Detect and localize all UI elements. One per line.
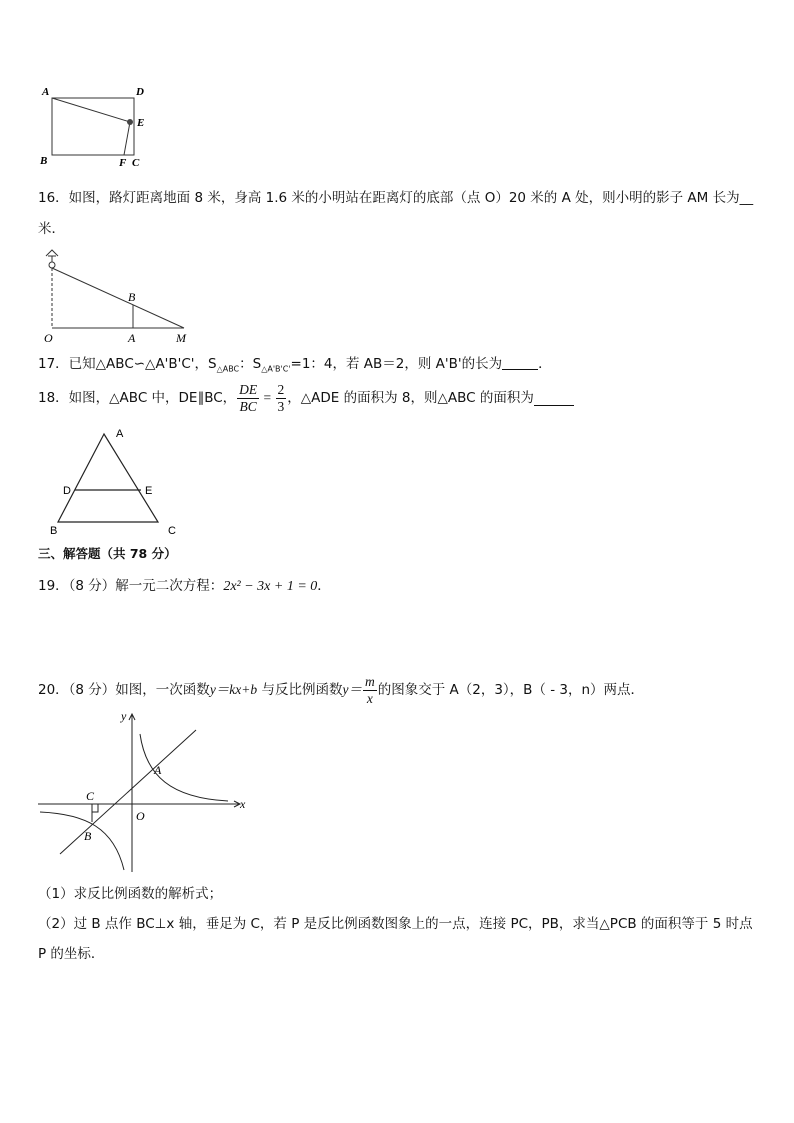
light-ray [52, 268, 184, 328]
linear-function-line [60, 730, 196, 854]
function-graph [36, 706, 252, 878]
question-20-part1: （1）求反比例函数的解析式； [38, 886, 223, 902]
label-d: D [63, 485, 71, 497]
fraction-2-3 [276, 382, 287, 415]
q17-end: ． [538, 356, 552, 372]
segment-ae [52, 98, 130, 122]
q17-mid: ：S [239, 356, 262, 372]
triangle-figure [40, 422, 190, 540]
fraction-numerator: 2 [277, 381, 285, 397]
q18-suffix: ，△ADE 的面积为 8，则△ABC 的面积为 [287, 390, 534, 406]
question-16-line1: 16．如图，路灯距离地面 8 米，身高 1.6 米的小明站在距离灯的底部（点 O）20 米的 A 处，则小明的影子 AM 长为__ [38, 190, 754, 206]
label-c: C [168, 525, 176, 537]
fraction-numerator: m [364, 673, 375, 689]
q18-prefix: 18．如图，△ABC 中，DE∥BC， [38, 390, 237, 406]
label-m: M [176, 331, 186, 345]
label-a: A [42, 86, 50, 98]
triangle-abc [58, 434, 158, 522]
fraction-m-x [363, 674, 377, 707]
label-c: C [132, 157, 140, 169]
q17-sub1: △ABC [216, 364, 240, 374]
label-a: A [154, 763, 162, 777]
label-f: F [119, 157, 127, 169]
fraction-denominator: BC [239, 398, 257, 414]
label-b: B [40, 155, 48, 167]
hyperbola-branch-2 [40, 812, 124, 870]
answer-blank [502, 355, 538, 370]
lamp-icon [46, 250, 58, 262]
label-c: C [86, 789, 95, 803]
q19-equation: 2x² − 3x + 1 = 0 [223, 579, 318, 594]
answer-blank [534, 391, 574, 406]
question-20-part2-line1: （2）过 B 点作 BC⊥x 轴，垂足为 C，若 P 是反比例函数图象上的一点，连接 PC，PB，求当△PCB 的面积等于 5 时点 [38, 916, 753, 932]
label-x: x [240, 797, 246, 811]
label-a: A [128, 331, 136, 345]
question-20 [38, 670, 644, 710]
label-b: B [84, 829, 92, 843]
fraction-de-bc [237, 382, 259, 415]
rect-abcd [52, 98, 134, 155]
question-17 [38, 354, 552, 380]
label-d: D [136, 86, 144, 98]
fraction-denominator: x [366, 690, 373, 706]
label-o: O [44, 331, 53, 345]
fraction-denominator: 3 [277, 398, 285, 414]
section-heading: 三、解答题（共 78 分） [38, 546, 177, 561]
q20-mid: 与反比例函数 [257, 682, 343, 698]
lamp-bulb [49, 262, 55, 268]
rectangle-figure [36, 82, 156, 170]
label-b: B [128, 290, 136, 304]
point-e-dot [127, 119, 133, 125]
q17-prefix: 17．已知△ABC∽△A'B'C'，S [38, 356, 217, 372]
q18-eq: = [260, 390, 275, 405]
label-e: E [145, 485, 153, 497]
fraction-numerator: DE [239, 381, 258, 397]
question-20-part2-line2: P 的坐标． [38, 946, 105, 962]
question-16-line2: 米． [38, 221, 65, 237]
segment-ef [124, 122, 130, 155]
q20-linear-function: y＝kx+b [209, 682, 258, 697]
question-19 [38, 576, 331, 597]
question-18 [38, 378, 574, 418]
label-o: O [136, 809, 145, 823]
q20-prefix: 20．（8 分）如图，一次函数 [38, 682, 210, 698]
label-e: E [137, 117, 145, 129]
right-angle-mark [92, 804, 98, 812]
q20-inverse-lhs: y＝ [342, 682, 362, 697]
label-b: B [50, 525, 58, 537]
lamp-figure [36, 246, 206, 346]
q19-end: ． [317, 578, 331, 594]
label-a: A [116, 428, 124, 440]
q17-sub2: △A'B'C' [261, 364, 291, 374]
q17-suffix: =1：4，若 AB＝2，则 A'B'的长为 [290, 356, 503, 372]
label-y: y [121, 709, 127, 723]
q19-prefix: 19．（8 分）解一元二次方程： [38, 578, 224, 594]
q20-suffix: 的图象交于 A（2，3），B（ - 3，n）两点． [377, 682, 645, 698]
